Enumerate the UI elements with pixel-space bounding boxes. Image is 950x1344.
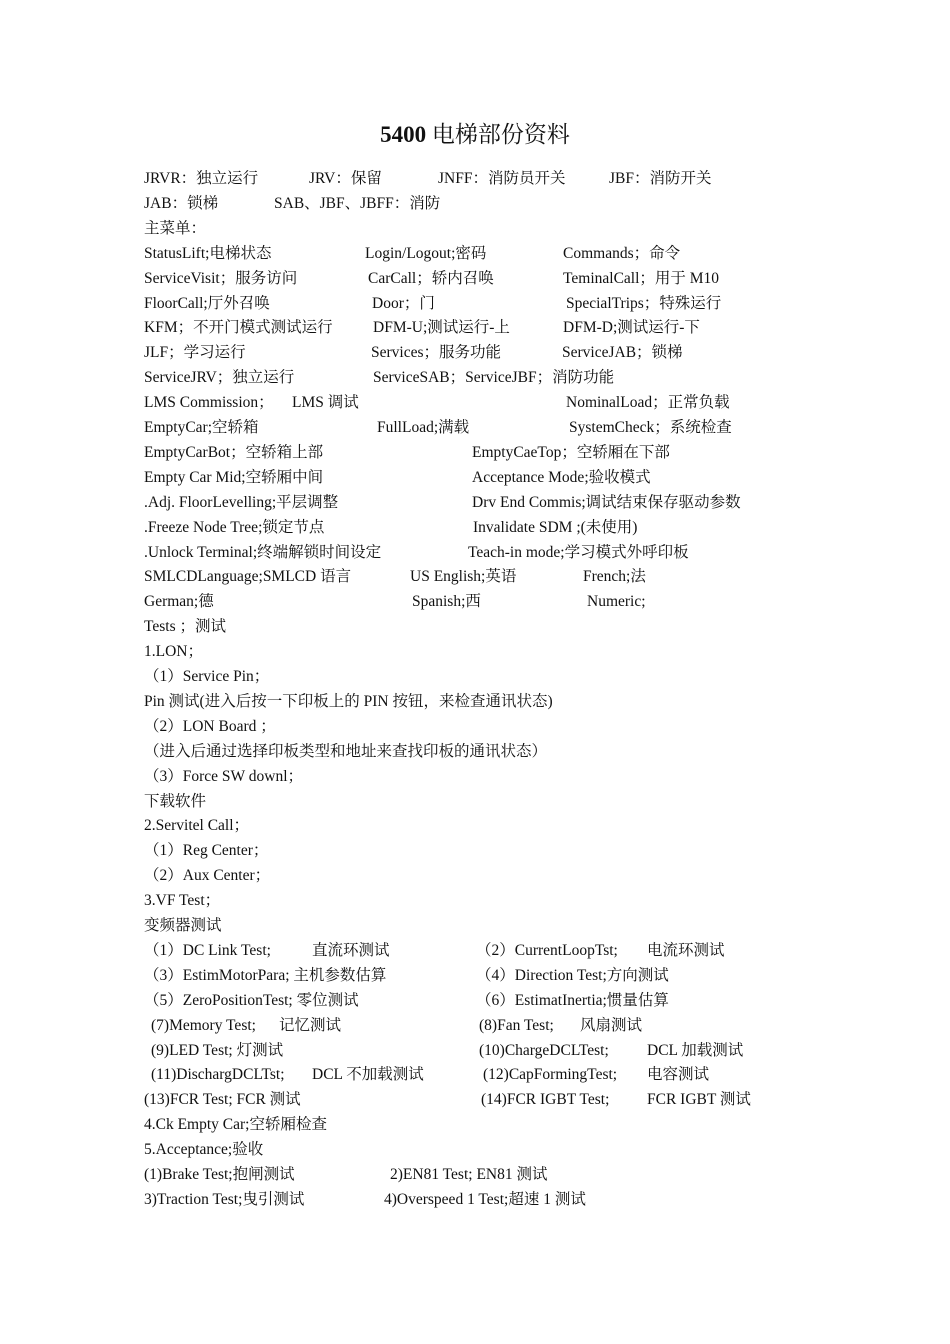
text-line	[0, 664, 950, 689]
text-segment: DFM-U;测试运行-上	[373, 319, 510, 337]
text-line	[0, 1187, 950, 1212]
text-segment: DCL 加载测试	[647, 1041, 744, 1059]
text-segment: (13)FCR Test; FCR 测试	[144, 1091, 301, 1109]
text-segment: （6）EstimatInertia;惯量估算	[476, 991, 669, 1009]
text-segment: Pin 测试(进入后按一下印板上的 PIN 按钮，来检查通讯状态)	[144, 692, 553, 710]
text-segment: US English;英语	[410, 568, 517, 586]
text-segment: ServiceJAB；锁梯	[562, 344, 683, 362]
text-segment: German;德	[144, 593, 214, 611]
text-line	[0, 440, 950, 465]
text-segment: （3）Force SW downl；	[144, 767, 304, 785]
text-segment: ServiceJRV；独立运行	[144, 369, 295, 387]
text-segment: （1）DC Link Test;	[144, 941, 271, 959]
text-segment: JRVR：独立运行	[144, 170, 259, 187]
text-line	[0, 1162, 950, 1187]
text-segment: (8)Fan Test;	[479, 1016, 554, 1034]
text-line	[0, 639, 950, 664]
document-title	[0, 118, 950, 152]
text-line	[0, 166, 950, 191]
text-segment: (1)Brake Test;抱闸测试	[144, 1166, 295, 1183]
text-segment: (12)CapFormingTest;	[483, 1066, 618, 1084]
text-segment: Login/Logout;密码	[365, 244, 487, 262]
text-line	[0, 1087, 950, 1112]
text-line	[0, 913, 950, 938]
text-segment: 3.VF Test；	[144, 892, 221, 910]
text-segment: SMLCDLanguage;SMLCD 语言	[144, 568, 352, 586]
text-line	[0, 863, 950, 888]
text-segment: SpecialTrips；特殊运行	[566, 294, 722, 312]
text-segment: Tests ；测试	[144, 618, 227, 636]
text-segment: Spanish;西	[412, 593, 481, 611]
text-segment: 直流环测试	[312, 941, 390, 959]
text-line	[0, 365, 950, 390]
text-segment: KFM；不开门模式测试运行	[144, 319, 333, 337]
text-segment: CarCall；轿内召唤	[368, 269, 494, 287]
text-segment: 电容测试	[647, 1066, 710, 1084]
text-segment: （1）Reg Center；	[144, 842, 269, 860]
text-line	[0, 465, 950, 490]
text-line	[0, 888, 950, 913]
text-segment: Door；门	[372, 294, 435, 312]
text-segment: (14)FCR IGBT Test;	[481, 1091, 610, 1109]
text-segment: Invalidate SDM ;(未使用)	[473, 518, 638, 536]
text-line	[0, 315, 950, 340]
text-segment: Empty Car Mid;空轿厢中间	[144, 468, 324, 486]
text-segment: 电流环测试	[647, 941, 725, 959]
text-segment: 5.Acceptance;验收	[144, 1141, 264, 1159]
text-line	[0, 1013, 950, 1038]
text-segment: 风扇测试	[580, 1016, 643, 1034]
text-segment: Acceptance Mode;验收模式	[472, 468, 651, 486]
text-segment: FCR IGBT 测试	[647, 1091, 751, 1109]
text-line	[0, 838, 950, 863]
text-line	[0, 813, 950, 838]
text-segment: （2）LON Board ；	[144, 717, 276, 735]
text-line	[0, 266, 950, 291]
text-segment: 4)Overspeed 1 Test;超速 1 测试	[384, 1190, 586, 1208]
text-segment: French;法	[583, 568, 646, 586]
text-segment: （1）Service Pin；	[144, 668, 270, 685]
text-line	[0, 340, 950, 365]
text-segment: (9)LED Test; 灯测试	[151, 1041, 284, 1059]
text-line	[0, 564, 950, 589]
text-line	[0, 515, 950, 540]
text-line	[0, 614, 950, 639]
text-segment: LMS 调试	[292, 394, 359, 412]
text-segment: （进入后通过选择印板类型和地址来查找印板的通讯状态）	[144, 742, 548, 760]
text-segment: LMS Commission；	[144, 394, 274, 412]
text-segment: 3)Traction Test;曳引测试	[144, 1190, 305, 1208]
text-segment: Commands；命令	[563, 244, 681, 262]
title-text: 电梯部份资料	[426, 122, 570, 147]
text-line	[0, 415, 950, 440]
text-segment: .Adj. FloorLevelling;平层调整	[144, 493, 339, 511]
text-segment: .Unlock Terminal;终端解锁时间设定	[144, 543, 382, 561]
text-segment: (11)DischargDCLTst;	[151, 1066, 285, 1084]
text-segment: ServiceVisit；服务访问	[144, 269, 298, 287]
text-segment: JNFF：消防员开关	[438, 170, 566, 187]
text-line	[0, 291, 950, 316]
text-line	[0, 689, 950, 714]
text-line	[0, 1062, 950, 1087]
text-segment: 2.Servitel Call；	[144, 817, 250, 835]
text-segment: EmptyCarBot；空轿箱上部	[144, 443, 324, 461]
text-segment: FloorCall;厅外召唤	[144, 294, 270, 312]
text-line	[0, 589, 950, 614]
text-segment: SAB、JBF、JBFF：消防	[274, 194, 441, 212]
text-segment: 主菜单：	[144, 219, 207, 237]
text-line	[0, 1112, 950, 1137]
text-segment: Services；服务功能	[371, 344, 502, 362]
text-segment: Numeric;	[587, 593, 646, 611]
text-line	[0, 191, 950, 216]
text-segment: 2)EN81 Test; EN81 测试	[390, 1166, 548, 1183]
text-line	[0, 988, 950, 1013]
text-line	[0, 241, 950, 266]
text-segment: （4）Direction Test;方向测试	[476, 966, 669, 984]
text-line	[0, 216, 950, 241]
text-segment: JRV：保留	[309, 170, 382, 187]
text-line	[0, 739, 950, 764]
text-segment: 4.Ck Empty Car;空轿厢检查	[144, 1116, 327, 1134]
text-segment: .Freeze Node Tree;锁定节点	[144, 518, 325, 536]
text-segment: DFM-D;测试运行-下	[563, 319, 700, 337]
text-segment: JAB：锁梯	[144, 194, 219, 212]
text-line	[0, 963, 950, 988]
text-line	[0, 1038, 950, 1063]
text-line	[0, 764, 950, 789]
text-segment: （5）ZeroPositionTest; 零位测试	[144, 991, 359, 1009]
text-segment: SystemCheck；系统检查	[569, 419, 732, 436]
text-segment: Drv End Commis;调试结束保存驱动参数	[472, 493, 741, 511]
text-segment: (10)ChargeDCLTest;	[479, 1041, 609, 1059]
text-segment: FullLoad;满载	[377, 419, 470, 436]
text-segment: 变频器测试	[144, 917, 222, 934]
text-segment: JLF；学习运行	[144, 344, 246, 362]
text-segment: ServiceSAB；ServiceJBF；消防功能	[373, 369, 615, 387]
text-line	[0, 938, 950, 963]
text-line	[0, 490, 950, 515]
text-segment: （2）CurrentLoopTst;	[476, 941, 618, 959]
text-segment: StatusLift;电梯状态	[144, 244, 272, 262]
text-line	[0, 1137, 950, 1162]
text-segment: EmptyCaeTop；空轿厢在下部	[472, 443, 670, 461]
text-segment: (7)Memory Test;	[151, 1016, 256, 1034]
text-segment: DCL 不加载测试	[312, 1066, 424, 1084]
text-segment: JBF：消防开关	[609, 170, 712, 187]
text-segment: （3）EstimMotorPara; 主机参数估算	[144, 966, 387, 984]
text-segment: EmptyCar;空轿箱	[144, 419, 259, 436]
text-segment: Teach-in mode;学习模式外呼印板	[468, 543, 689, 561]
text-segment: NominalLoad；正常负载	[566, 394, 730, 412]
title-number: 5400	[380, 122, 427, 147]
text-segment: TeminalCall；用于 M10	[563, 269, 720, 287]
text-line	[0, 390, 950, 415]
text-line	[0, 714, 950, 739]
text-line	[0, 789, 950, 814]
text-segment: 下载软件	[144, 792, 207, 810]
text-segment: 1.LON；	[144, 643, 203, 661]
text-line	[0, 540, 950, 565]
text-segment: 记忆测试	[279, 1016, 342, 1034]
text-segment: （2）Aux Center；	[144, 867, 271, 885]
